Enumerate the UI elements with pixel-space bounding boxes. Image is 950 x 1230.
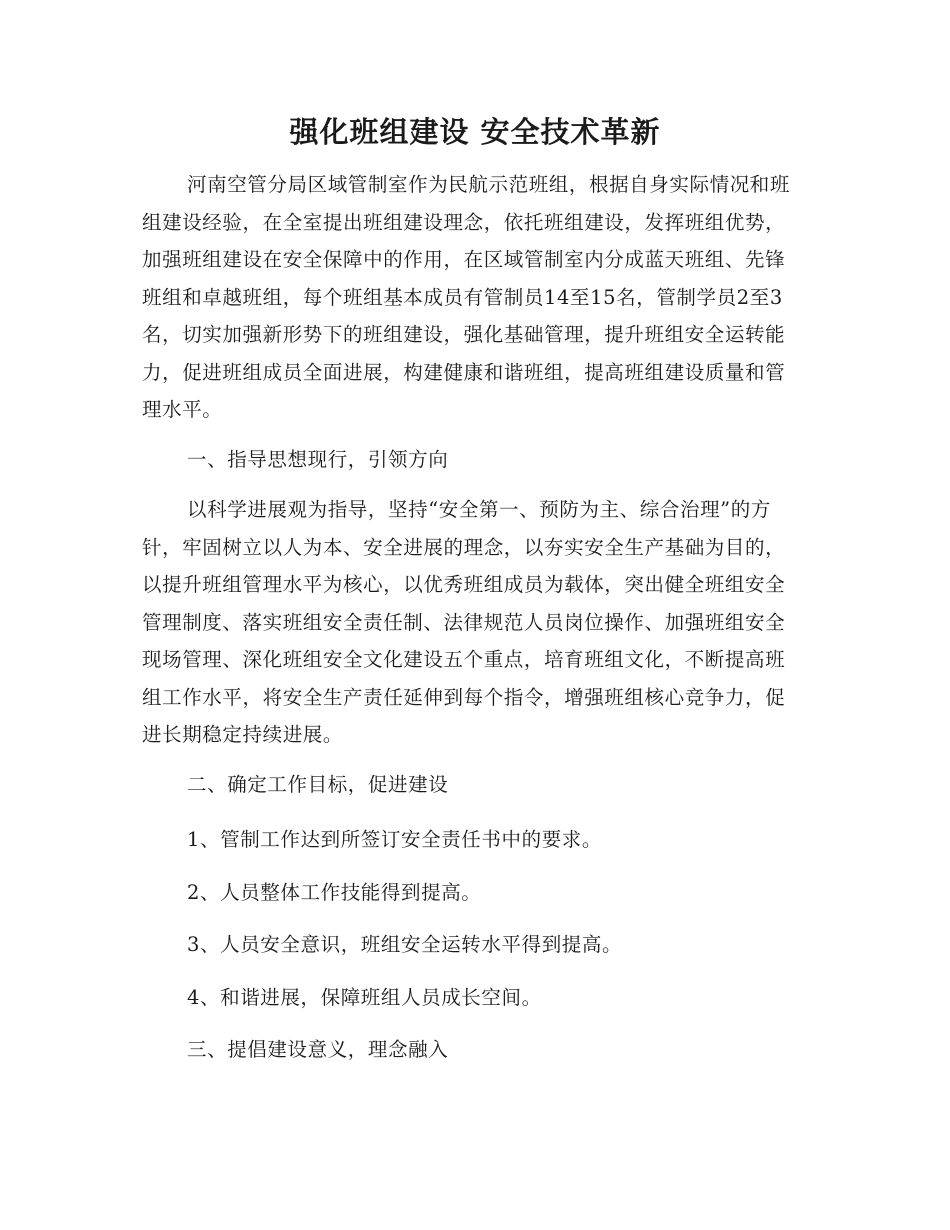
section-heading-2: 二、确定工作目标，促进建设 xyxy=(187,773,449,796)
document-title: 强化班组建设 安全技术革新 xyxy=(289,115,661,149)
goal-item-1: 1、管制工作达到所签订安全责任书中的要求。 xyxy=(187,828,603,851)
goal-item-4: 4、和谐进展，保障班组人员成长空间。 xyxy=(187,986,542,1009)
intro-paragraph: 河南空管分局区域管制室作为民航示范班组，根据自身实际情况和班组建设经验，在全室提出班组建设理念，依托班组建设，发挥班组优势，加强班组建设在安全保障中的作用，在区域管制室内分成蓝天班组、先锋班组和卓越班组，每个班组基本成员有管制员14至15名，管制学员2至3名，切实加强新形势下的班组建设，强化基础管理，提升班组安全运转能力，促进班组成员全面进展，构建健康和谐班组，提高班组建设质量和管理水平。 xyxy=(142,173,791,421)
goal-item-2: 2、人员整体工作技能得到提高。 xyxy=(187,881,482,904)
goal-item-3: 3、人员安全意识，班组安全运转水平得到提高。 xyxy=(187,933,623,956)
guidance-paragraph: 以科学进展观为指导，坚持“安全第一、预防为主、综合治理”的方针，牢固树立以人为本、安全进展的理念，以夯实安全生产基础为目的，以提升班组管理水平为核心，以优秀班组成员为载体，突出健全班组安全管理制度、落实班组安全责任制、法律规范人员岗位操作、加强班组安全现场管理、深化班组安全文化建设五个重点，培育班组文化，不断提高班组工作水平，将安全生产责任延伸到每个指令，增强班组核心竞争力，促进长期稳定持续进展。 xyxy=(142,498,786,746)
section-heading-1: 一、指导思想现行，引领方向 xyxy=(187,448,449,471)
section-heading-3: 三、提倡建设意义，理念融入 xyxy=(187,1038,449,1061)
